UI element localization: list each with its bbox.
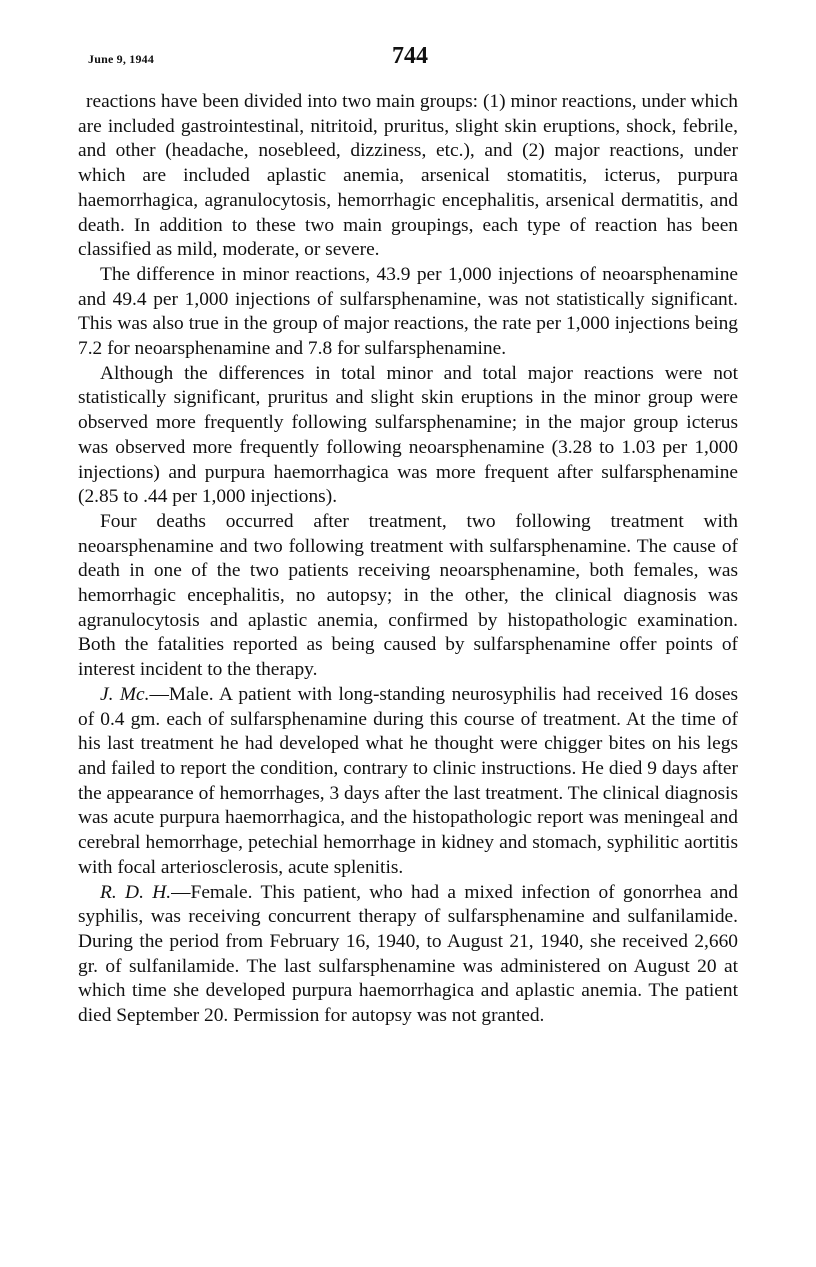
paragraph-reaction-groups: reactions have been divided into two main groups: (1) minor reactions, under which are included gastrointestinal, nitritoid, pruritus, slight skin eruptions, shock, febrile, and other (headache, nosebleed, dizziness, etc.), and (2) major reactions, under which are included aplastic anemia, arsenical stomatitis, icterus, purpura haemorrhagica, agranulocytosis, hemorrhagic encephalitis, arsenical dermatitis, and death. In addition to these two main groupings, each type of reaction has been classified as mild, moderate, or severe. (78, 91, 738, 261)
paragraph-case-r-d-h (78, 881, 738, 1029)
running-header-date: June 9, 1944 (88, 52, 155, 66)
case-name-j-mc: J. Mc. (100, 683, 150, 705)
case-text-j-mc: —Male. A patient with long-standing neurosyphilis had received 16 doses of 0.4 gm. each of sulfarsphenamine during this course of treatment. At the time of his last treatment he had developed what he thought were chigger bites on his legs and failed to report the condition, contrary to clinic instructions. He died 9 days after the appearance of hemorrhages, 3 days after the last treatment. The clinical diagnosis was acute purpura haemorrhagica, and the histopathologic report was meningeal and cerebral hemorrhage, petechial hemorrhage in kidney and stomach, syphilitic aortitis with focal arteriosclerosis, acute splenitis. (78, 683, 738, 878)
case-name-r-d-h: R. D. H. (100, 881, 172, 903)
paragraph-pruritus-icterus: Although the differences in total minor and total major reactions were not statistically significant, pruritus and slight skin eruptions in the minor group were observed more frequently following sulfarsphenamine; in the major group icterus was observed more frequently following neoarsphenamine (3.28 to 1.03 per 1,000 injections) and purpura haemorrhagica was more frequent after sulfarsphenamine (2.85 to .44 per 1,000 injections). (78, 362, 738, 508)
page-number: 744 (392, 43, 428, 69)
paragraph-minor-major-difference: The difference in minor reactions, 43.9 per 1,000 injections of neoarsphenamine and 49.4 per 1,000 injections of sulfarsphenamine, was not statistically significant. This was also true in the group of major reactions, the rate per 1,000 injections being 7.2 for neoarsphenamine and 7.8 for sulfarsphenamine. (78, 263, 738, 360)
paragraph-case-j-mc (78, 683, 738, 881)
paragraph-four-deaths: Four deaths occurred after treatment, two following treatment with neoarsphenamine and two following treatment with sulfarsphenamine. The cause of death in one of the two patients receiving neoarsphenamine, both females, was hemorrhagic encephalitis, no autopsy; in the other, the clinical diagnosis was agranulocytosis and aplastic anemia, confirmed by histopathologic examination. Both the fatalities reported as being caused by sulfarsphenamine offer points of interest incident to the therapy. (78, 510, 738, 681)
body-text (78, 90, 738, 1029)
case-text-r-d-h: —Female. This patient, who had a mixed infection of gonorrhea and syphilis, was receiving concurrent therapy of sulfarsphenamine and sulfanilamide. During the period from February 16, 1940, to August 21, 1940, she received 2,660 gr. of sulfanilamide. The last sulfarsphenamine was administered on August 20 at which time she developed purpura haemorrhagica and aplastic anemia. The patient died September 20. Permission for autopsy was not granted. (78, 881, 738, 1027)
